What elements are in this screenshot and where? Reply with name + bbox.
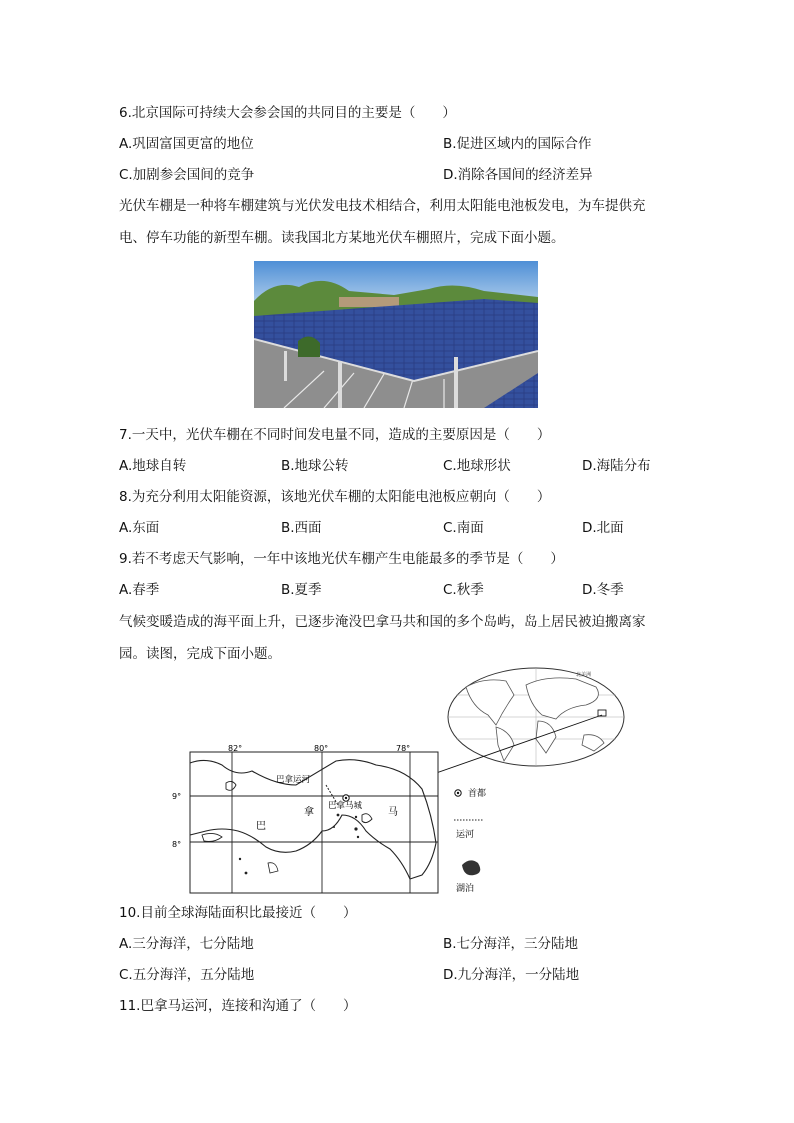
lon-label-80: 80° — [314, 744, 329, 753]
q9-option-b: B.夏季 — [281, 582, 322, 598]
q8-option-a: A.东面 — [119, 520, 160, 536]
intro1-line2: 电、停车功能的新型车棚。读我国北方某地光伏车棚照片，完成下面小题。 — [119, 230, 565, 246]
q9-stem: 9.若不考虑天气影响，一年中该地光伏车棚产生电能最多的季节是（ ） — [119, 551, 564, 567]
country-char-1: 巴 — [256, 821, 266, 832]
q7-stem: 7.一天中，光伏车棚在不同时间发电量不同，造成的主要原因是（ ） — [119, 427, 551, 443]
q7-option-b: B.地球公转 — [281, 458, 349, 474]
q7-option-a: A.地球自转 — [119, 458, 187, 474]
q10-option-c: C.五分海洋，五分陆地 — [119, 967, 255, 983]
map-legend — [454, 787, 486, 894]
lat-label-9: 9° — [172, 792, 182, 801]
q8-option-c: C.南面 — [443, 520, 484, 536]
intro2-line1: 气候变暖造成的海平面上升，已逐步淹没巴拿马共和国的多个岛屿，岛上居民被迫搬离家 — [119, 614, 646, 630]
q6-stem: 6.北京国际可持续大会参会国的共同目的主要是（ ） — [119, 105, 456, 121]
capital-label: 巴拿马城 — [328, 801, 363, 811]
panama-map — [166, 665, 636, 900]
intro1-line1: 光伏车棚是一种将车棚建筑与光伏发电技术相结合，利用太阳能电池板发电，为车提供充 — [119, 198, 646, 214]
country-char-3: 马 — [388, 807, 398, 818]
q9-option-c: C.秋季 — [443, 582, 484, 598]
legend-capital-label: 首都 — [468, 789, 487, 799]
q7-option-d: D.海陆分布 — [582, 458, 651, 474]
world-map-label: 北美洲 — [576, 672, 592, 678]
q8-option-b: B.西面 — [281, 520, 322, 536]
q10-option-b: B.七分海洋，三分陆地 — [443, 936, 579, 952]
q6-option-a: A.巩固富国更富的地位 — [119, 136, 254, 152]
q6-option-b: B.促进区域内的国际合作 — [443, 136, 592, 152]
q7-option-c: C.地球形状 — [443, 458, 511, 474]
lon-label-78: 78° — [396, 744, 411, 753]
q6-option-d: D.消除各国间的经济差异 — [443, 167, 593, 183]
legend-lake-label: 湖泊 — [456, 884, 475, 894]
solar-carport-photo — [254, 261, 538, 408]
q10-option-a: A.三分海洋，七分陆地 — [119, 936, 254, 952]
intro2-line2: 园。读图，完成下面小题。 — [119, 646, 281, 662]
country-char-2: 拿 — [304, 807, 314, 818]
q6-option-c: C.加剧参会国间的竞争 — [119, 167, 255, 183]
q10-stem: 10.目前全球海陆面积比最接近（ ） — [119, 905, 357, 921]
q9-option-d: D.冬季 — [582, 582, 624, 598]
panama-main-map — [172, 744, 438, 893]
q11-stem: 11.巴拿马运河，连接和沟通了（ ） — [119, 998, 357, 1014]
lat-label-8: 8° — [172, 840, 182, 849]
q8-option-d: D.北面 — [582, 520, 624, 536]
q10-option-d: D.九分海洋，一分陆地 — [443, 967, 580, 983]
q8-stem: 8.为充分利用太阳能资源，该地光伏车棚的太阳能电池板应朝向（ ） — [119, 489, 551, 505]
q9-option-a: A.春季 — [119, 582, 160, 598]
canal-label: 巴拿运河 — [276, 775, 311, 785]
legend-lake-icon — [462, 860, 480, 875]
legend-canal-label: 运河 — [456, 830, 475, 840]
lon-label-82: 82° — [228, 744, 243, 753]
